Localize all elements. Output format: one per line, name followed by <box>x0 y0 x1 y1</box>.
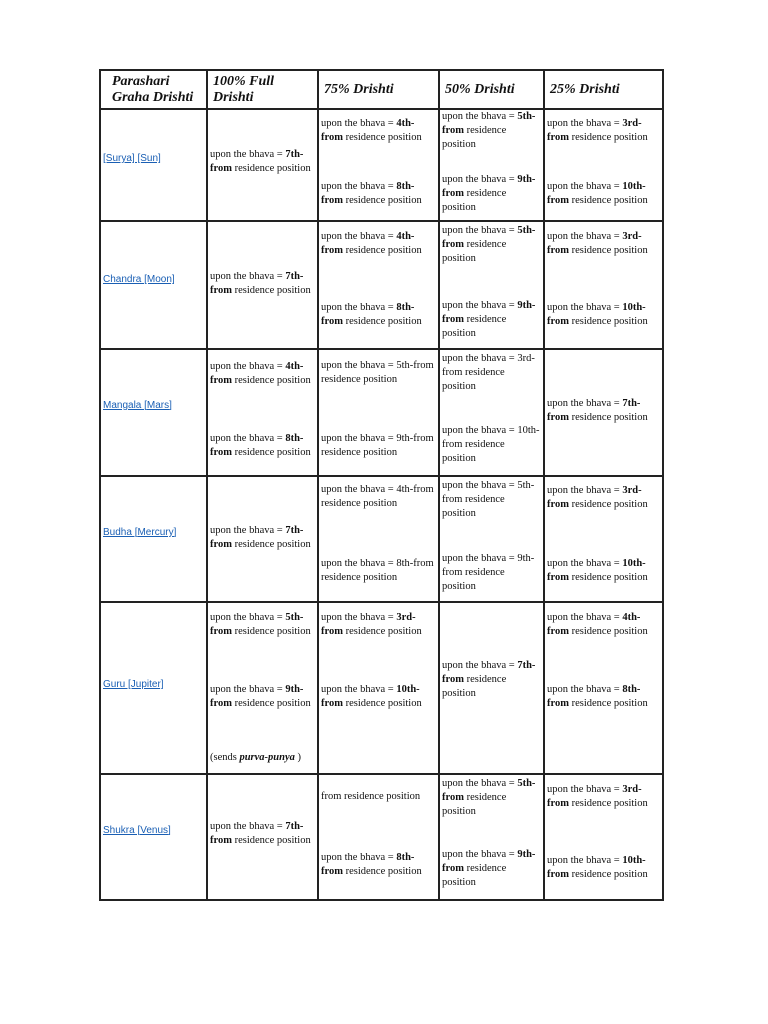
aspect-text: from residence position <box>321 790 421 802</box>
note-text: (sends purva-punya ) <box>210 752 302 764</box>
aspect-text: upon the bhava = 7th- from residence position <box>210 149 311 174</box>
aspect-text: upon the bhava = 3rd- from residence position <box>547 484 648 510</box>
drishti-cell-full <box>207 221 318 348</box>
aspect-text: upon the bhava = 8th- from residence position <box>321 181 422 206</box>
table-row <box>100 774 663 900</box>
header-cell-graha-drishti: Parashari Graha Drishti <box>100 70 207 109</box>
aspect-text: upon the bhava = 3rd- from residence position <box>442 352 535 392</box>
planet-cell <box>100 476 207 602</box>
drishti-cell-d75 <box>318 109 439 221</box>
aspect-text: upon the bhava = 9th- from residence position <box>442 552 535 592</box>
aspect-text: upon the bhava = 7th- from residence position <box>442 660 536 700</box>
aspect-text: upon the bhava = 3rd- from residence position <box>547 783 648 809</box>
planet-cell <box>100 349 207 476</box>
drishti-cell-d25 <box>544 349 663 476</box>
aspect-text: upon the bhava = 7th- from residence position <box>210 524 311 550</box>
aspect-text: upon the bhava = 10th- from residence position <box>547 854 648 880</box>
drishti-cell-full <box>207 476 318 602</box>
aspect-text: upon the bhava = 4th- from residence position <box>210 360 311 386</box>
drishti-cell-d75 <box>318 774 439 900</box>
header-cell-75-drishti: 75% Drishti <box>318 70 439 109</box>
drishti-cell-d25 <box>544 109 663 221</box>
drishti-cell-d25 <box>544 221 663 348</box>
aspect-text: upon the bhava = 5th- from residence position <box>442 777 536 817</box>
aspect-text: upon the bhava = 3rd- from residence position <box>547 118 648 143</box>
drishti-cell-d50 <box>439 774 544 900</box>
header-row <box>100 70 663 109</box>
aspect-text: upon the bhava = 5th- from residence position <box>442 479 535 519</box>
drishti-cell-full <box>207 109 318 221</box>
planet-link[interactable]: Budha [Mercury] <box>103 526 177 538</box>
aspect-text: upon the bhava = 10th- from residence position <box>547 557 648 583</box>
drishti-cell-d75 <box>318 349 439 476</box>
aspect-text: upon the bhava = 7th- from residence position <box>210 271 311 297</box>
aspect-text: upon the bhava = 10th- from residence position <box>547 302 648 328</box>
aspect-text: upon the bhava = 4th- from residence position <box>321 118 422 143</box>
aspect-text: upon the bhava = 3rd- from residence position <box>547 231 648 257</box>
aspect-text: upon the bhava = 4th-from residence position <box>321 483 434 509</box>
aspect-text: upon the bhava = 4th- from residence position <box>547 612 648 638</box>
drishti-cell-d50 <box>439 109 544 221</box>
planet-cell <box>100 774 207 900</box>
aspect-text: upon the bhava = 8th- from residence position <box>547 684 648 710</box>
drishti-cell-d75 <box>318 602 439 773</box>
aspect-text: upon the bhava = 10th- from residence position <box>547 181 648 206</box>
planet-cell <box>100 602 207 773</box>
aspect-text: upon the bhava = 8th- from residence position <box>321 302 422 328</box>
drishti-cell-d50 <box>439 349 544 476</box>
planet-link[interactable]: Chandra [Moon] <box>103 274 175 286</box>
planet-link[interactable]: Mangala [Mars] <box>103 399 172 411</box>
planet-link[interactable]: [Surya] [Sun] <box>103 153 161 164</box>
aspect-text: upon the bhava = 9th- from residence position <box>442 848 536 888</box>
drishti-cell-d75 <box>318 221 439 348</box>
aspect-text: upon the bhava = 5th- from residence position <box>442 225 536 265</box>
table-row <box>100 476 663 602</box>
drishti-cell-full <box>207 774 318 900</box>
planet-link[interactable]: Guru [Jupiter] <box>103 679 164 691</box>
aspect-text: upon the bhava = 10th- from residence position <box>442 424 540 464</box>
aspect-text: upon the bhava = 9th- from residence position <box>210 684 311 710</box>
drishti-cell-full <box>207 349 318 476</box>
aspect-text: upon the bhava = 9th- from residence position <box>442 300 536 340</box>
aspect-text: upon the bhava = 4th- from residence position <box>321 231 422 257</box>
aspect-text: upon the bhava = 9th-from residence position <box>321 432 434 458</box>
aspect-text: upon the bhava = 9th- from residence position <box>442 174 536 213</box>
drishti-cell-d25 <box>544 602 663 773</box>
aspect-text: upon the bhava = 5th- from residence position <box>210 612 311 638</box>
drishti-cell-d25 <box>544 774 663 900</box>
table-row <box>100 602 663 773</box>
aspect-text: upon the bhava = 5th- from residence position <box>442 111 536 150</box>
drishti-cell-full <box>207 602 318 773</box>
aspect-text: upon the bhava = 3rd- from residence position <box>321 612 422 638</box>
drishti-table <box>99 69 664 901</box>
drishti-cell-d50 <box>439 602 544 773</box>
aspect-text: upon the bhava = 10th- from residence position <box>321 684 422 710</box>
aspect-text: upon the bhava = 8th- from residence position <box>321 851 422 877</box>
planet-link[interactable]: Shukra [Venus] <box>103 824 171 836</box>
aspect-text: upon the bhava = 7th- from residence position <box>547 397 648 423</box>
table-row <box>100 109 663 221</box>
header-cell-50-drishti: 50% Drishti <box>439 70 544 109</box>
drishti-cell-d25 <box>544 476 663 602</box>
drishti-cell-d75 <box>318 476 439 602</box>
planet-cell <box>100 109 207 221</box>
aspect-text: upon the bhava = 8th-from residence position <box>321 557 434 583</box>
table-row <box>100 349 663 476</box>
aspect-text: upon the bhava = 8th- from residence position <box>210 432 311 458</box>
aspect-text: upon the bhava = 5th-from residence position <box>321 359 434 385</box>
table-row <box>100 221 663 348</box>
planet-cell <box>100 221 207 348</box>
drishti-cell-d50 <box>439 476 544 602</box>
header-cell-25-drishti: 25% Drishti <box>544 70 663 109</box>
aspect-text: upon the bhava = 7th- from residence position <box>210 820 311 846</box>
header-cell-full-drishti: 100% Full Drishti <box>207 70 318 109</box>
drishti-cell-d50 <box>439 221 544 348</box>
